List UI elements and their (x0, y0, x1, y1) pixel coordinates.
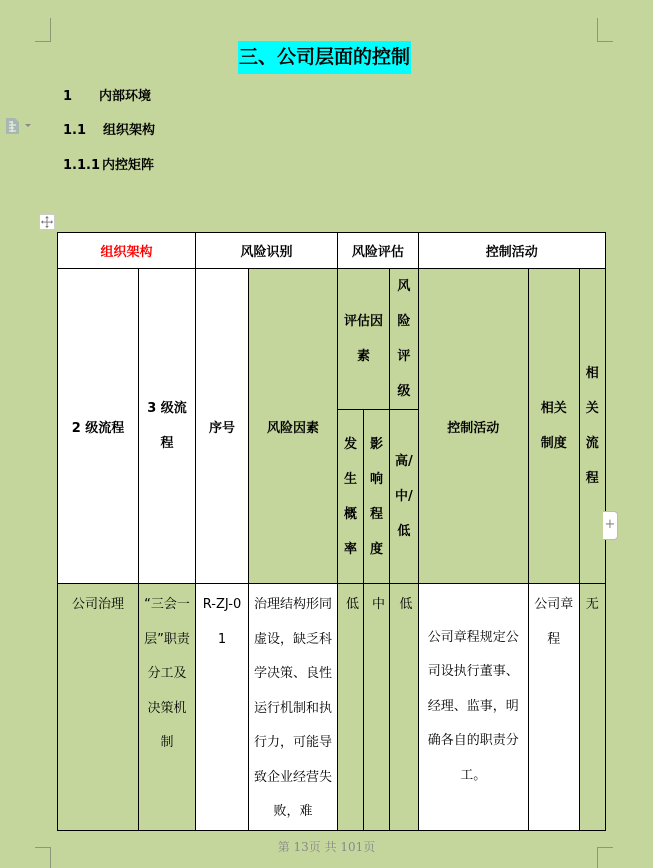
heading-number: 1 (63, 89, 73, 104)
page-corner-top-left (35, 18, 51, 42)
heading-number: 1.1 (63, 123, 87, 138)
heading-level-3 (63, 154, 154, 173)
cell-related-process: 无 (579, 584, 605, 831)
document-outline-icon[interactable] (5, 118, 20, 134)
cell-control-activity: 公司章程规定公司设执行董事、经理、监事，明确各自的职责分工。 (418, 584, 528, 831)
cell-level3-process: “三会一层”职责分工及决策机制 (139, 584, 196, 831)
add-column-icon[interactable]: + (603, 511, 618, 540)
col-header-risk-rating: 风险评级 (390, 269, 419, 410)
chevron-down-icon[interactable] (25, 124, 31, 127)
heading-level-2 (63, 119, 155, 138)
group-header-risk-identification: 风险识别 (196, 233, 338, 269)
table-row (58, 584, 606, 831)
move-table-handle-icon[interactable] (39, 214, 55, 230)
col-header-level2-process: 2 级流程 (58, 269, 139, 584)
heading-level-1 (63, 85, 151, 104)
cell-impact: 中 (364, 584, 390, 831)
heading-text: 内控矩阵 (102, 158, 155, 173)
col-header-impact: 影响程度 (364, 410, 390, 584)
heading-number: 1.1.1 (63, 158, 101, 173)
section-title: 三、公司层面的控制 (238, 41, 411, 74)
cell-risk-factor: 治理结构形同虚设，缺乏科学决策、良性运行机制和执行力，可能导致企业经营失败，难 (249, 584, 338, 831)
col-header-related-process: 相关流程 (579, 269, 605, 584)
col-header-level3-process: 3 级流程 (139, 269, 196, 584)
col-header-control-activity: 控制活动 (418, 269, 528, 584)
col-header-probability: 发生概率 (338, 410, 364, 584)
col-header-risk-factor: 风险因素 (249, 269, 338, 584)
cell-rating: 低 (390, 584, 419, 831)
col-header-rating-scale: 高/中/低 (390, 410, 419, 584)
heading-text: 组织架构 (103, 123, 156, 138)
col-header-eval-factors: 评估因素 (338, 269, 390, 410)
cell-probability: 低 (338, 584, 364, 831)
cell-seq: R-ZJ-01 (196, 584, 249, 831)
page-corner-top-right (597, 18, 613, 42)
group-header-risk-assessment: 风险评估 (338, 233, 419, 269)
cell-related-policy: 公司章程 (528, 584, 579, 831)
col-header-related-policy: 相关制度 (528, 269, 579, 584)
heading-text: 内部环境 (99, 89, 152, 104)
page-number-footer: 第 13页 共 101页 (277, 840, 376, 854)
col-header-seq: 序号 (196, 269, 249, 584)
group-header-control-activity: 控制活动 (418, 233, 605, 269)
group-header-org-structure: 组织架构 (58, 233, 196, 269)
internal-control-matrix (57, 232, 606, 831)
cell-level2-process: 公司治理 (58, 584, 139, 831)
